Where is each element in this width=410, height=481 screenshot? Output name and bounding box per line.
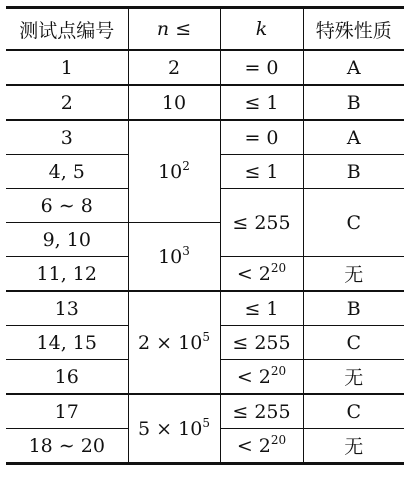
- cell-id: 4, 5: [6, 155, 128, 189]
- cell-n: 2: [128, 50, 220, 85]
- table-row: [6, 85, 404, 120]
- cell-property: B: [303, 85, 404, 120]
- cell-id: 6 ∼ 8: [6, 189, 128, 223]
- cell-property: 无: [303, 429, 404, 464]
- header-n-var: n: [156, 18, 170, 40]
- cell-k: < $2^{20}$: [220, 429, 303, 464]
- cell-id: 3: [6, 120, 128, 155]
- table-row: [6, 120, 404, 155]
- cell-k: ≤ 1: [220, 85, 303, 120]
- cell-id: 16: [6, 360, 128, 395]
- cell-property: B: [303, 155, 404, 189]
- cell-id: 13: [6, 291, 128, 326]
- cell-n: $10^3$: [128, 223, 220, 292]
- cell-id: 9, 10: [6, 223, 128, 257]
- cell-id: 1: [6, 50, 128, 85]
- cell-id: 2: [6, 85, 128, 120]
- header-n: [128, 8, 220, 51]
- cell-k: ≤ 255: [220, 189, 303, 257]
- header-row: [6, 8, 404, 51]
- cell-property: 无: [303, 360, 404, 395]
- cell-property: C: [303, 394, 404, 429]
- cell-property: A: [303, 120, 404, 155]
- cell-k: ≤ 1: [220, 155, 303, 189]
- cell-property: B: [303, 291, 404, 326]
- cell-id: 14, 15: [6, 326, 128, 360]
- cell-id: 17: [6, 394, 128, 429]
- cell-n: 10: [128, 85, 220, 120]
- cell-property: C: [303, 189, 404, 257]
- table-row: [6, 50, 404, 85]
- subtask-table: [6, 6, 404, 465]
- cell-n: $2 \times 10^5$: [128, 291, 220, 394]
- cell-id: 18 ∼ 20: [6, 429, 128, 464]
- cell-k: ≤ 255: [220, 394, 303, 429]
- cell-k: = 0: [220, 120, 303, 155]
- cell-n: $10^2$: [128, 120, 220, 223]
- cell-k: ≤ 1: [220, 291, 303, 326]
- cell-k: < $2^{20}$: [220, 360, 303, 395]
- cell-k: < $2^{20}$: [220, 257, 303, 292]
- header-property: 特殊性质: [303, 8, 404, 51]
- header-k: k: [220, 8, 303, 51]
- cell-property: C: [303, 326, 404, 360]
- cell-k: = 0: [220, 50, 303, 85]
- cell-n: $5 \times 10^5$: [128, 394, 220, 464]
- cell-property: 无: [303, 257, 404, 292]
- table-row: [6, 291, 404, 326]
- cell-id: 11, 12: [6, 257, 128, 292]
- cell-k: ≤ 255: [220, 326, 303, 360]
- cell-property: A: [303, 50, 404, 85]
- table-row: [6, 394, 404, 429]
- header-n-op: ≤: [175, 18, 192, 40]
- header-id: 测试点编号: [6, 8, 128, 51]
